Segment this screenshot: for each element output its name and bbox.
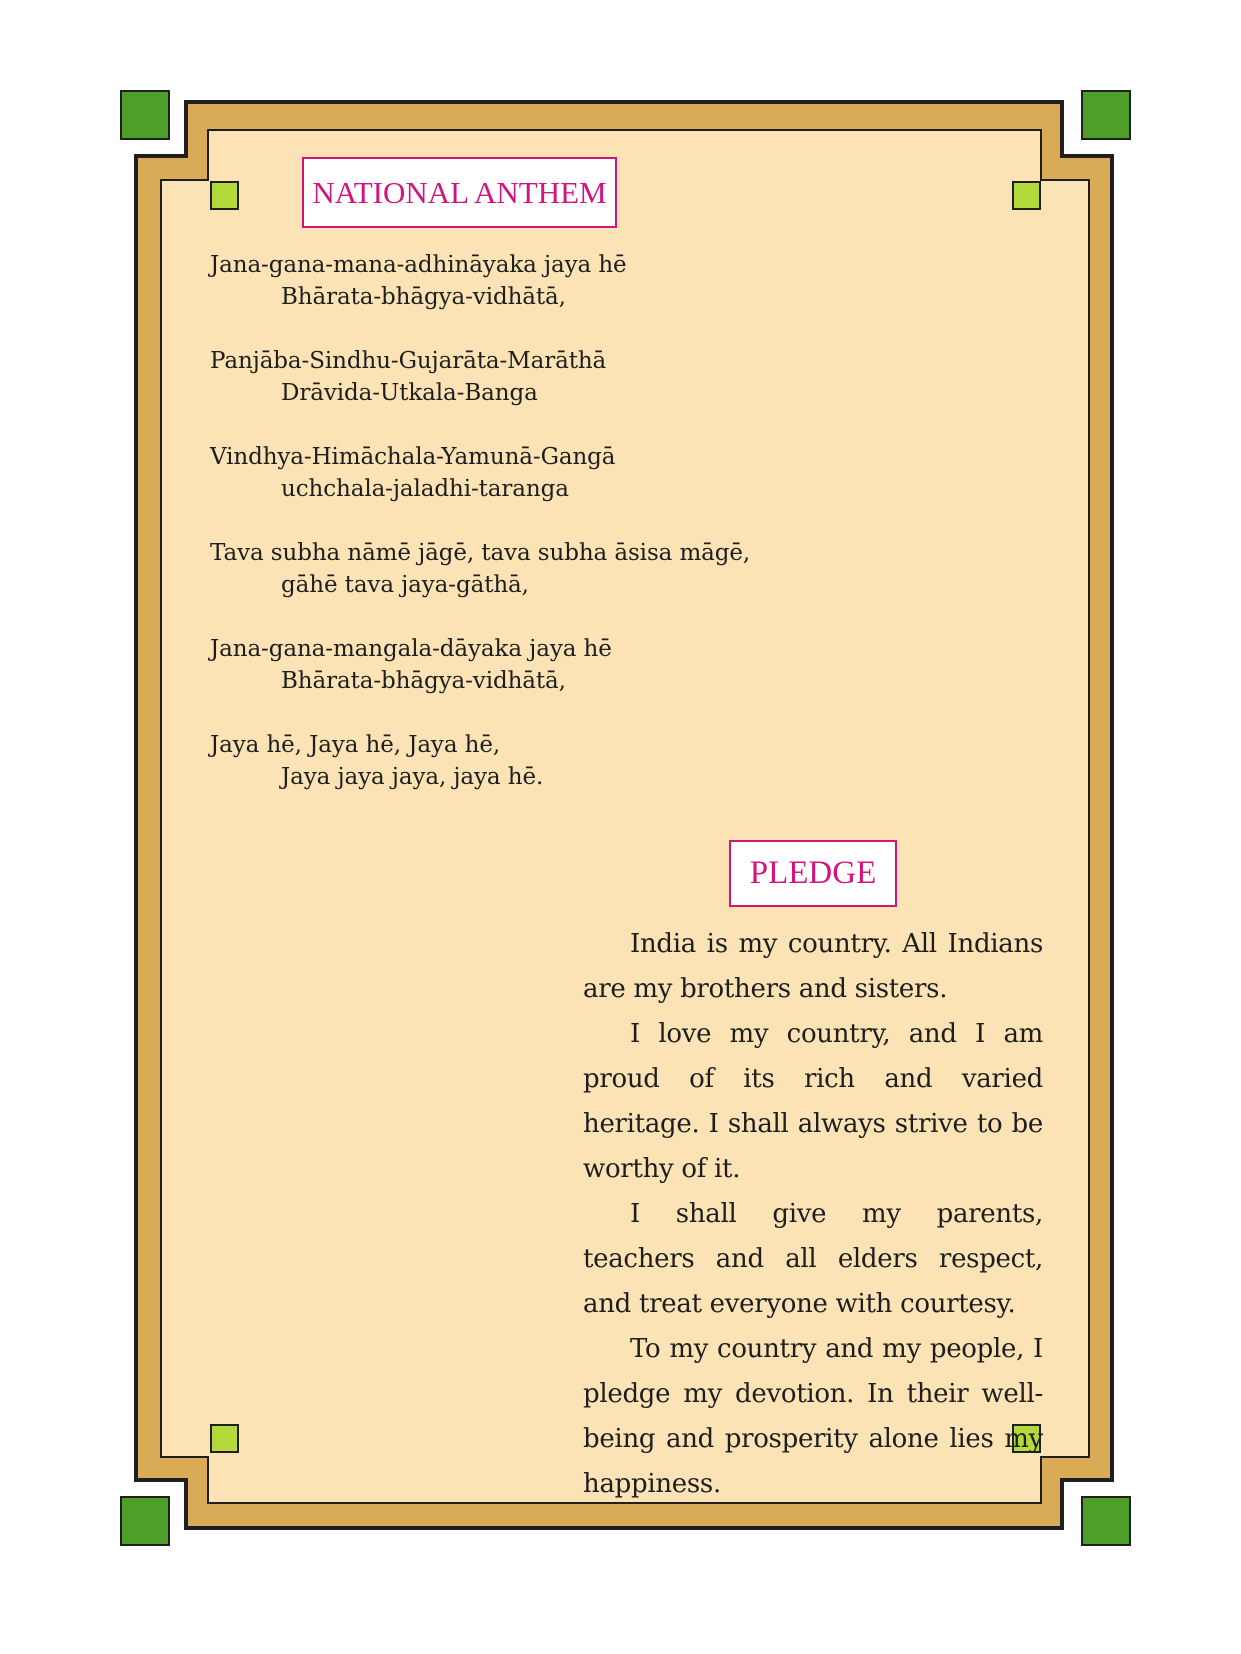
anthem-verse-line: Jana-gana-mana-adhināyaka jaya hē [210, 252, 627, 278]
pledge-paragraph: I shall give my parents, teachers and all elders respect, and treat everyone with courtesy. [583, 1199, 1043, 1319]
anthem-verse [210, 537, 770, 601]
anthem-verse-line: Vindhya-Himāchala-Yamunā-Gangā [210, 444, 616, 470]
anthem-verse [210, 633, 770, 697]
anthem-verse-line-indented: gāhē tava jaya-gāthā, [281, 572, 529, 598]
pledge-paragraph: India is my country. All Indians are my brothers and sisters. [583, 929, 1043, 1004]
anthem-verse-line: Jaya hē, Jaya hē, Jaya hē, [210, 732, 501, 758]
corner-square-light-top-right [1013, 182, 1040, 209]
anthem-verse-line-indented: Jaya jaya jaya, jaya hē. [281, 764, 544, 790]
corner-square-light-bottom-left [211, 1425, 238, 1452]
anthem-verse-line-indented: Drāvida-Utkala-Banga [281, 380, 538, 406]
anthem-verse [210, 441, 770, 505]
national-anthem-text [210, 249, 770, 825]
pledge-text [583, 922, 1043, 1507]
corner-square-dark-top-left [121, 91, 169, 139]
pledge-paragraph: To my country and my people, I pledge my devotion. In their well-being and prosperity alone lies my happiness. [583, 1334, 1043, 1499]
anthem-verse [210, 249, 770, 313]
anthem-verse [210, 729, 770, 793]
anthem-verse-line-indented: Bhārata-bhāgya-vidhātā, [281, 284, 566, 310]
pledge-heading: PLEDGE [729, 840, 897, 907]
anthem-verse-line: Panjāba-Sindhu-Gujarāta-Marāthā [210, 348, 607, 374]
anthem-verse [210, 345, 770, 409]
pledge-paragraph: I love my country, and I am proud of its rich and varied heritage. I shall always strive to be worthy of it. [583, 1019, 1043, 1184]
anthem-verse-line: Jana-gana-mangala-dāyaka jaya hē [210, 636, 612, 662]
corner-square-light-top-left [211, 182, 238, 209]
anthem-verse-line-indented: Bhārata-bhāgya-vidhātā, [281, 668, 566, 694]
anthem-verse-line: Tava subha nāmē jāgē, tava subha āsisa māgē, [210, 540, 751, 566]
corner-square-dark-top-right [1082, 91, 1130, 139]
anthem-verse-line-indented: uchchala-jaladhi-taranga [281, 476, 569, 502]
corner-square-dark-bottom-left [121, 1497, 169, 1545]
corner-square-dark-bottom-right [1082, 1497, 1130, 1545]
national-anthem-heading: NATIONAL ANTHEM [302, 157, 617, 228]
